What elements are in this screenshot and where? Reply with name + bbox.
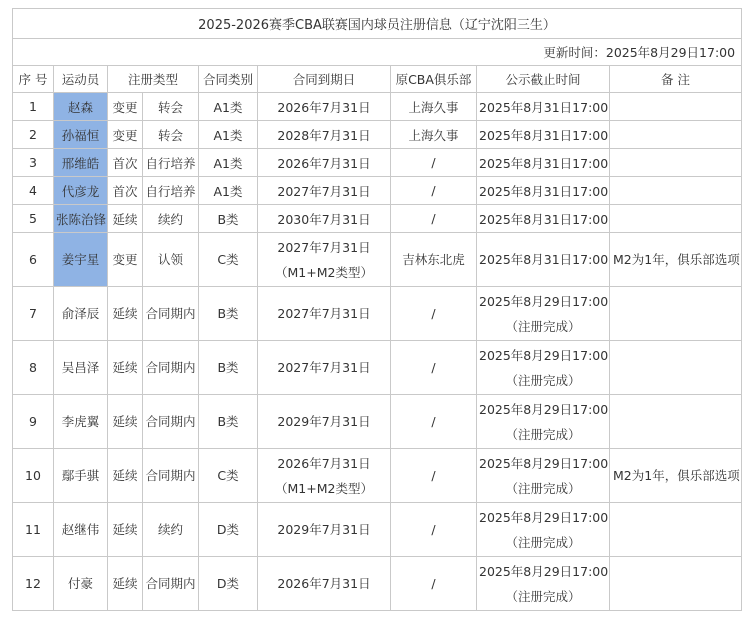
cell-expiry-line1: 2027年7月31日 [277,306,371,321]
cell-reg-subtype: 转会 [143,93,199,121]
registration-table [12,8,742,611]
cell-expiry-line1: 2028年7月31日 [277,127,371,143]
cell-note [610,93,742,121]
cell-index: 9 [13,395,54,449]
cell-deadline-line1: 2025年8月31日17:00 [479,127,609,143]
cell-expiry [258,205,391,233]
cell-player-name: 俞泽辰 [54,287,108,341]
cell-former-club: / [391,557,477,611]
cell-former-club: / [391,205,477,233]
table-row [13,503,742,557]
table-row [13,395,742,449]
cell-deadline [477,121,610,149]
cell-former-club: / [391,341,477,395]
cell-reg-type: 延续 [108,287,143,341]
cell-deadline-line2: （注册完成） [505,480,581,496]
cell-expiry [258,121,391,149]
cell-deadline-line2: （注册完成） [505,372,581,388]
cell-reg-subtype: 合同期内 [143,287,199,341]
cell-contract-type: B类 [199,395,258,449]
cell-reg-subtype: 转会 [143,121,199,149]
cell-index: 12 [13,557,54,611]
cell-contract-type: A1类 [199,93,258,121]
header-index: 序 号 [13,66,54,93]
cell-deadline-line2: （注册完成） [505,426,581,442]
cell-reg-type: 延续 [108,449,143,503]
cell-contract-type: C类 [199,449,258,503]
cell-note: M2为1年，俱乐部选项 [610,449,742,503]
cell-deadline-line2: （注册完成） [505,534,581,550]
cell-expiry-line1: 2026年7月31日 [277,155,371,171]
cell-former-club: 上海久事 [391,93,477,121]
cell-player-name: 赵继伟 [54,503,108,557]
cell-reg-type: 变更 [108,121,143,149]
cell-contract-type: D类 [199,503,258,557]
cell-deadline-line1: 2025年8月29日17:00 [479,401,609,417]
cell-deadline-line1: 2025年8月29日17:00 [479,347,609,363]
cell-expiry-line1: 2030年7月31日 [277,211,371,227]
cell-contract-type: A1类 [199,177,258,205]
cell-player-name: 鄢手骐 [54,449,108,503]
cell-expiry-line1: 2029年7月31日 [277,414,371,429]
cell-deadline-line2: （注册完成） [505,588,581,604]
header-former-club: 原CBA俱乐部 [391,66,477,93]
cell-contract-type: C类 [199,233,258,287]
cell-deadline [477,449,610,503]
cell-note [610,287,742,341]
cell-contract-type: A1类 [199,121,258,149]
cell-note: M2为1年，俱乐部选项 [610,233,742,287]
cell-deadline [477,287,610,341]
cell-expiry-line2: （M1+M2类型） [275,480,373,496]
cell-deadline-line1: 2025年8月31日17:00 [479,155,609,171]
cell-reg-subtype: 自行培养 [143,149,199,177]
table-row [13,149,742,177]
cell-former-club: / [391,395,477,449]
cell-deadline-line2: （注册完成） [505,318,581,334]
cell-former-club: 吉林东北虎 [391,233,477,287]
cell-deadline-line1: 2025年8月29日17:00 [479,509,609,525]
cell-expiry-line1: 2026年7月31日 [277,576,371,591]
cell-expiry-line1: 2026年7月31日 [277,99,371,115]
header-reg-type: 注册类型 [108,66,199,93]
cell-note [610,503,742,557]
header-contract-type: 合同类别 [199,66,258,93]
cell-player-name: 张陈治锋 [54,205,108,233]
cell-reg-subtype: 合同期内 [143,449,199,503]
cell-deadline-line1: 2025年8月31日17:00 [479,99,609,115]
cell-deadline [477,233,610,287]
cell-former-club: / [391,449,477,503]
cell-deadline [477,93,610,121]
cell-expiry [258,287,391,341]
cell-reg-type: 延续 [108,395,143,449]
table-row [13,93,742,121]
cell-deadline-line1: 2025年8月29日17:00 [479,455,609,471]
cell-deadline-line1: 2025年8月31日17:00 [479,183,609,199]
header-notes: 备 注 [610,66,742,93]
cell-expiry-line1: 2027年7月31日 [277,360,371,375]
table-row [13,557,742,611]
header-expiry: 合同到期日 [258,66,391,93]
cell-reg-type: 变更 [108,93,143,121]
cell-player-name: 李虎翼 [54,395,108,449]
cell-reg-subtype: 续约 [143,205,199,233]
cell-expiry [258,233,391,287]
cell-index: 7 [13,287,54,341]
cell-contract-type: B类 [199,341,258,395]
cell-former-club: 上海久事 [391,121,477,149]
cell-expiry [258,93,391,121]
cell-note [610,557,742,611]
cell-player-name: 邢维皓 [54,149,108,177]
cell-former-club: / [391,287,477,341]
cell-reg-type: 延续 [108,503,143,557]
table-row [13,449,742,503]
cell-reg-subtype: 认领 [143,233,199,287]
table-row [13,341,742,395]
cell-player-name: 孙福恒 [54,121,108,149]
cell-index: 2 [13,121,54,149]
cell-index: 6 [13,233,54,287]
cell-index: 8 [13,341,54,395]
cell-reg-type: 延续 [108,557,143,611]
cell-reg-type: 首次 [108,149,143,177]
cell-index: 10 [13,449,54,503]
cell-reg-subtype: 续约 [143,503,199,557]
cell-index: 5 [13,205,54,233]
cell-reg-type: 变更 [108,233,143,287]
cell-player-name: 姜宇星 [54,233,108,287]
cell-expiry-line1: 2027年7月31日 [277,239,371,255]
cell-player-name: 代彦龙 [54,177,108,205]
cell-player-name: 付豪 [54,557,108,611]
cell-expiry [258,449,391,503]
cell-index: 4 [13,177,54,205]
cell-deadline [477,503,610,557]
cell-deadline [477,341,610,395]
cell-deadline [477,177,610,205]
cell-former-club: / [391,177,477,205]
cell-note [610,341,742,395]
cell-contract-type: B类 [199,205,258,233]
cell-expiry [258,149,391,177]
cell-expiry [258,503,391,557]
cell-expiry-line1: 2026年7月31日 [277,455,371,471]
cell-expiry [258,341,391,395]
header-deadline: 公示截止时间 [477,66,610,93]
cell-contract-type: B类 [199,287,258,341]
cell-index: 1 [13,93,54,121]
cell-contract-type: D类 [199,557,258,611]
cell-deadline [477,149,610,177]
cell-note [610,177,742,205]
cell-contract-type: A1类 [199,149,258,177]
cell-former-club: / [391,503,477,557]
cell-note [610,121,742,149]
cell-index: 11 [13,503,54,557]
cell-note [610,149,742,177]
cell-expiry [258,557,391,611]
table-title: 2025-2026赛季CBA联赛国内球员注册信息（辽宁沈阳三生） [13,9,742,39]
cell-deadline [477,395,610,449]
cell-reg-subtype: 合同期内 [143,557,199,611]
table-row [13,233,742,287]
table-row [13,205,742,233]
table-row [13,121,742,149]
cell-reg-type: 延续 [108,205,143,233]
cell-expiry [258,177,391,205]
cell-reg-subtype: 合同期内 [143,341,199,395]
header-player: 运动员 [54,66,108,93]
cell-expiry-line1: 2027年7月31日 [277,183,371,199]
table-row [13,177,742,205]
cell-former-club: / [391,149,477,177]
update-time: 更新时间：2025年8月29日17:00 [13,39,742,66]
cell-index: 3 [13,149,54,177]
cell-note [610,205,742,233]
cell-note [610,395,742,449]
cell-deadline-line1: 2025年8月29日17:00 [479,293,609,309]
cell-deadline-line1: 2025年8月31日17:00 [479,211,609,227]
cell-reg-subtype: 合同期内 [143,395,199,449]
cell-deadline [477,557,610,611]
cell-deadline [477,205,610,233]
cell-reg-type: 延续 [108,341,143,395]
cell-expiry-line2: （M1+M2类型） [275,264,373,280]
cell-expiry-line1: 2029年7月31日 [277,522,371,537]
registration-table-container [12,8,741,611]
cell-deadline-line1: 2025年8月29日17:00 [479,563,609,579]
cell-reg-type: 首次 [108,177,143,205]
cell-expiry [258,395,391,449]
cell-reg-subtype: 自行培养 [143,177,199,205]
cell-player-name: 吴昌泽 [54,341,108,395]
cell-player-name: 赵森 [54,93,108,121]
cell-deadline-line1: 2025年8月31日17:00 [479,252,609,267]
table-row [13,287,742,341]
